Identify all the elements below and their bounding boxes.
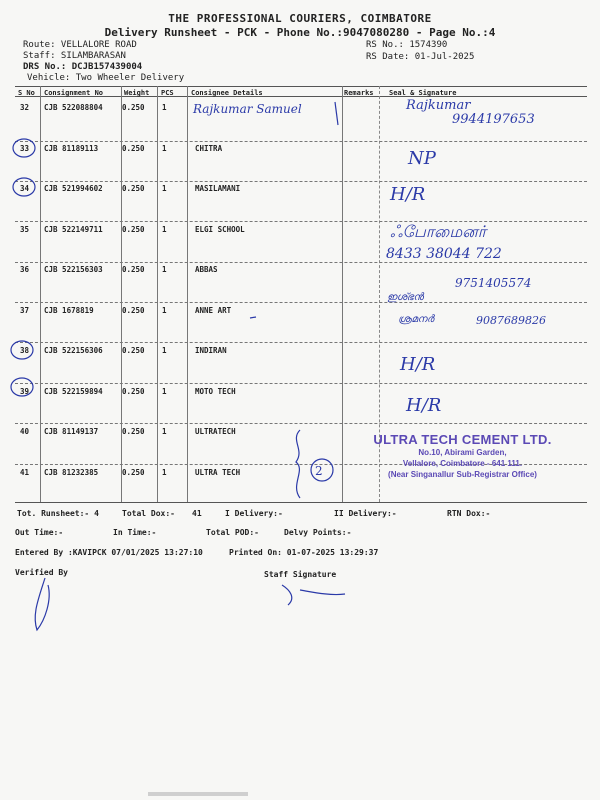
row-weight: 0.250 — [122, 225, 145, 234]
header-sno: S No — [18, 89, 35, 97]
circle-mark — [11, 378, 33, 396]
row-pcs: 1 — [162, 225, 167, 234]
handwritten-phone: 9944197653 — [452, 112, 535, 127]
handwritten-note: NP — [408, 148, 436, 169]
row-consignee: ABBAS — [195, 265, 218, 274]
row-consignment: CJB 81189113 — [44, 144, 99, 153]
stamp-address-line: (Near Singanallur Sub-Registrar Office) — [388, 470, 537, 479]
i-delivery-label: I Delivery:- — [225, 509, 283, 518]
tot-runsheet: Tot. Runsheet:- 4 — [17, 509, 99, 518]
row-consignee: CHITRA — [195, 144, 223, 153]
row-consignee: INDIRAN — [195, 346, 227, 355]
row-consignment: CJB 81149137 — [44, 427, 99, 436]
row-weight: 0.250 — [122, 468, 145, 477]
row-sno: 38 — [20, 346, 30, 355]
rtn-dox-label: RTN Dox:- — [447, 509, 491, 518]
row-weight: 0.250 — [122, 306, 145, 315]
row-consignee: MOTO TECH — [195, 387, 236, 396]
row-consignment: CJB 521994602 — [44, 184, 103, 193]
row-weight: 0.250 — [122, 346, 145, 355]
row-sno: 34 — [20, 184, 30, 193]
row-pcs: 1 — [162, 184, 167, 193]
brace-mark — [296, 430, 300, 498]
row-consignment: CJB 522149711 — [44, 225, 103, 234]
handwritten-note: H/R — [400, 354, 436, 375]
row-sno: 40 — [20, 427, 30, 436]
row-pcs: 1 — [162, 144, 167, 153]
rs-date: RS Date: 01-Jul-2025 — [366, 52, 475, 62]
row-pcs: 1 — [162, 387, 167, 396]
total-pod-label: Total POD:- — [206, 528, 259, 537]
handwritten-signature: ஃபோமைனர் — [390, 222, 487, 241]
row-sno: 39 — [20, 387, 30, 396]
handwritten-phone: 9751405574 — [455, 276, 532, 290]
handwritten-note: H/R — [390, 184, 426, 205]
row-sno: 35 — [20, 225, 30, 234]
row-weight: 0.250 — [122, 144, 145, 153]
out-time-label: Out Time:- — [15, 528, 64, 537]
company-name: THE PROFESSIONAL COURIERS, COIMBATORE — [168, 12, 432, 25]
ii-delivery-label: II Delivery:- — [334, 509, 397, 518]
circled-number: 2 — [315, 464, 323, 478]
delvy-points-label: Delvy Points:- — [284, 528, 352, 537]
handwritten-consignee-name: Rajkumar Samuel — [193, 102, 302, 116]
row-consignment: CJB 522156303 — [44, 265, 103, 274]
row-sno: 41 — [20, 468, 30, 477]
row-consignee: MASILAMANI — [195, 184, 241, 193]
row-consignee: ULTRA TECH — [195, 468, 241, 477]
handwritten-signature: Rajkumar — [406, 98, 471, 113]
row-weight: 0.250 — [122, 387, 145, 396]
row-weight: 0.250 — [122, 103, 145, 112]
row-weight: 0.250 — [122, 427, 145, 436]
entered-by: Entered By :KAVIPCK 07/01/2025 13:27:10 — [15, 548, 203, 557]
row-consignee: ULTRATECH — [195, 427, 236, 436]
header-pcs: PCS — [161, 89, 174, 97]
row-consignee: ELGI SCHOOL — [195, 225, 245, 234]
in-time-label: In Time:- — [113, 528, 157, 537]
handwritten-note: H/R — [406, 395, 442, 416]
circle-mark — [13, 178, 35, 196]
row-pcs: 1 — [162, 427, 167, 436]
row-pcs: 1 — [162, 306, 167, 315]
row-consignment: CJB 522088804 — [44, 103, 103, 112]
row-sno: 32 — [20, 103, 30, 112]
row-consignment: CJB 522156306 — [44, 346, 103, 355]
handwritten-signature: ശ്രമനർ — [398, 314, 434, 325]
stamp-address-line: Vellalore, Coimbatore - 641 111. — [402, 459, 523, 468]
stamp-title: ULTRA TECH CEMENT LTD. — [373, 432, 552, 447]
drs-number: DRS No.: DCJB157439004 — [23, 62, 143, 72]
circle-mark — [11, 341, 33, 359]
route-label: Route: VELLALORE ROAD — [23, 40, 137, 50]
vehicle-label: Vehicle: Two Wheeler Delivery — [27, 73, 185, 83]
printed-on: Printed On: 01-07-2025 13:29:37 — [229, 548, 379, 557]
total-dox-value: 41 — [192, 509, 202, 518]
row-consignment: CJB 522159894 — [44, 387, 103, 396]
verified-by-label: Verified By — [15, 568, 68, 577]
row-pcs: 1 — [162, 346, 167, 355]
row-pcs: 1 — [162, 103, 167, 112]
staff-signature — [282, 585, 345, 605]
header-remarks: Remarks — [344, 89, 374, 97]
row-pcs: 1 — [162, 265, 167, 274]
stamp-address-line: No.10, Abirami Garden, — [418, 448, 507, 457]
row-consignment: CJB 81232385 — [44, 468, 99, 477]
rs-number: RS No.: 1574390 — [366, 40, 448, 50]
pen-stroke — [335, 102, 338, 125]
handwritten-signature: ഇശ്ഭൻ — [387, 292, 424, 303]
handwritten-phone: 8433 38044 722 — [386, 246, 502, 262]
row-weight: 0.250 — [122, 265, 145, 274]
row-sno: 33 — [20, 144, 30, 153]
circle-mark — [13, 139, 35, 157]
header-seal: Seal & Signature — [389, 89, 457, 97]
header-consignee: Consignee Details — [191, 89, 263, 97]
handwritten-phone: 9087689826 — [476, 314, 546, 327]
header-weight: Weight — [124, 89, 150, 97]
row-sno: 37 — [20, 306, 30, 315]
staff-signature-label: Staff Signature — [264, 570, 337, 579]
header-consignment: Consignment No — [44, 89, 104, 97]
row-consignment: CJB 1678819 — [44, 306, 94, 315]
verifier-signature — [35, 578, 49, 630]
row-consignee: ANNE ART — [195, 306, 232, 315]
row-pcs: 1 — [162, 468, 167, 477]
total-dox-label: Total Dox:- — [122, 509, 175, 518]
runsheet-title: Delivery Runsheet - PCK - Phone No.:9047080280 - Page No.:4 — [104, 26, 496, 39]
row-sno: 36 — [20, 265, 30, 274]
scan-smudge — [148, 792, 248, 796]
company-stamp — [370, 432, 555, 480]
staff-label: Staff: SILAMBARASAN — [23, 51, 126, 61]
pen-stroke — [250, 317, 256, 318]
row-weight: 0.250 — [122, 184, 145, 193]
